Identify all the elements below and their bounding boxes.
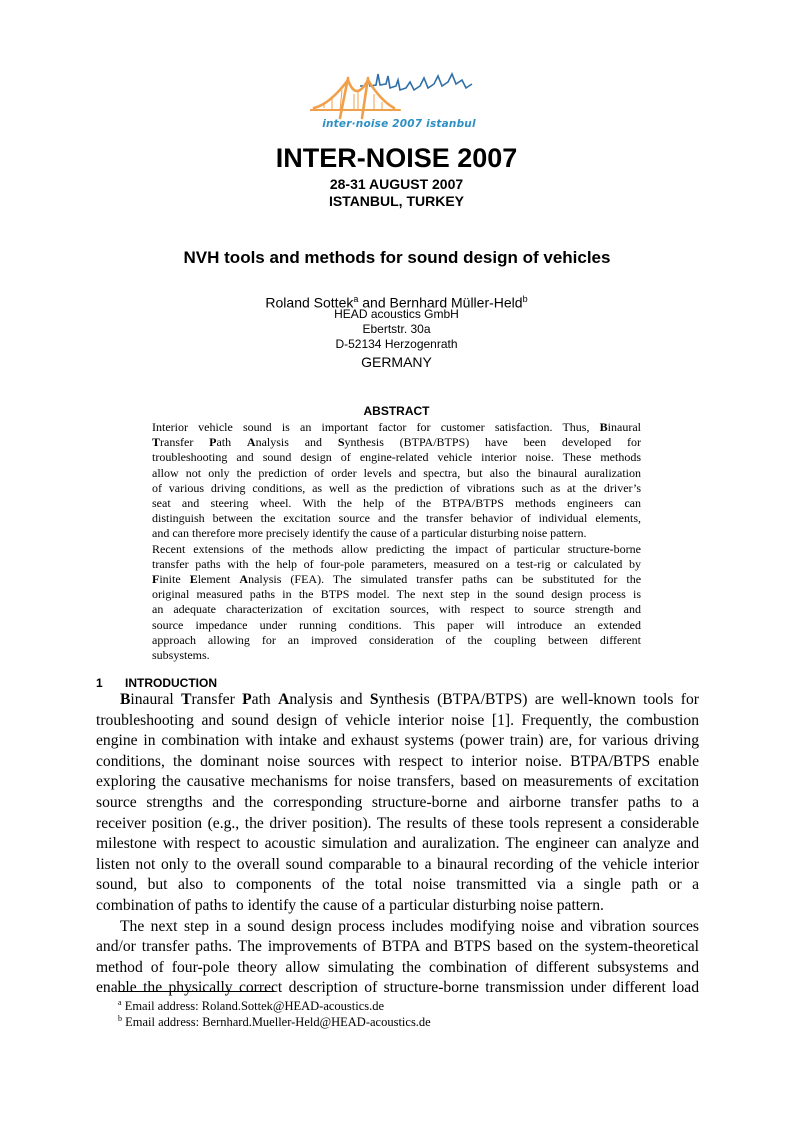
author-1: Roland Sottek xyxy=(265,294,354,311)
abstract-heading: ABSTRACT xyxy=(363,404,430,418)
body-line: combination of paths to identify the cause of a particular disturbing noise pattern. xyxy=(96,897,604,914)
paper-title: NVH tools and methods for sound design of vehicles xyxy=(183,248,611,267)
abstract-line: approach allowing for an improved consideration of the coupling between different xyxy=(152,632,641,647)
abstract-line: and can therefore more precisely identify the cause of a particular disturbing noise pattern. xyxy=(152,526,587,541)
conference-logo xyxy=(310,64,488,136)
section-title: INTRODUCTION xyxy=(125,676,217,690)
abstract-line: troubleshooting and sound design of engine-related vehicle interior noise. These methods xyxy=(152,450,641,465)
section-heading xyxy=(96,676,217,690)
bridge-logo-icon xyxy=(310,64,488,120)
affiliation-street: Ebertstr. 30a xyxy=(362,322,431,336)
footnote-b-mark: b xyxy=(118,1014,122,1023)
footnote-b xyxy=(118,1011,431,1030)
body-line: exploring the causative mechanisms for noise transfers, based on measurements of excitation xyxy=(96,773,699,791)
abstract-line: Interior vehicle sound is an important factor for customer satisfaction. Thus, Binaural xyxy=(152,420,641,434)
affiliation-name: HEAD acoustics GmbH xyxy=(334,307,459,321)
abstract-line: original measured paths in the BTPS model. The next step in the sound design process is xyxy=(152,587,641,602)
body-line: Binaural Transfer Path Analysis and Synthesis (BTPA/BTPS) are well-known tools for xyxy=(120,691,699,708)
conference-title: INTER-NOISE 2007 xyxy=(275,143,518,173)
author-2: Bernhard Müller-Held xyxy=(389,294,523,311)
body-line: receiver position (e.g., the driver position). The results of these tools represent a considerable xyxy=(96,814,699,832)
abstract-line: Finite Element Analysis (FEA). The simulated transfer paths can be substituted for the xyxy=(152,572,642,586)
author-1-mark: a xyxy=(353,294,359,304)
author-2-mark: b xyxy=(522,294,528,304)
footnote-a-mark: a xyxy=(118,998,122,1007)
body-line: The next step in a sound design process includes modifying noise and vibration sources xyxy=(120,917,699,935)
body-line: sound, but also to components of the total noise transmitted via a single path or a xyxy=(96,876,699,894)
body-line: troubleshooting and sound design of vehicle interior noise [1]. Frequently, the combustion xyxy=(96,711,699,729)
affiliation-country: GERMANY xyxy=(361,354,432,370)
conference-place: ISTANBUL, TURKEY xyxy=(328,193,465,209)
abstract-line: seat and steering wheel. With the help of the BTPA/BTPS methods engineers can xyxy=(152,496,641,510)
abstract-line: subsystems. xyxy=(152,648,210,662)
footnote-rule xyxy=(118,991,274,992)
affiliation-city: D-52134 Herzogenrath xyxy=(335,337,458,351)
body-line: engine in combination with intake and exhaust systems (power train) are, for various driving xyxy=(96,732,699,750)
section-number: 1 xyxy=(96,676,103,690)
abstract-line: distinguish between the excitation source and the transfer behavior of individual elements, xyxy=(152,511,641,526)
footnote-a-text: Email address: Roland.Sottek@HEAD-acoustics.de xyxy=(124,999,385,1014)
conference-date: 28-31 AUGUST 2007 xyxy=(329,176,464,192)
body-line: listen not only to the overall sound comparable to a binaural recording of the vehicle interior xyxy=(96,855,699,873)
footnote-b-text: Email address: Bernhard.Mueller-Held@HEAD-acoustics.de xyxy=(125,1015,431,1030)
body-line: method of four-pole theory allow simulating the combination of different subsystems and xyxy=(96,958,699,976)
abstract-line: transfer paths with the help of four-pole parameters, measured on a test-rig or calculated by xyxy=(152,556,641,571)
abstract-line: Transfer Path Analysis and Synthesis (BTPA/BTPS) have been developed for xyxy=(152,435,641,450)
body-line: enable the physically correct description of structure-borne transmission under different load xyxy=(96,979,699,997)
abstract-line: of various driving conditions, as well as the prediction of vibrations such as at the driver’s xyxy=(152,480,641,495)
author-separator: and xyxy=(358,294,390,311)
abstract-line: an adequate characterization of excitation sources, with respect to source strength and xyxy=(152,602,641,617)
abstract-line: Recent extensions of the methods allow predicting the impact of particular structure-borne xyxy=(152,541,641,556)
body-line: conditions, the dominant noise sources with respect to interior noise. BTPA/BTPS enable xyxy=(96,752,699,770)
logo-text: inter·noise 2007 istanbul xyxy=(322,118,476,130)
body-line: milestone with respect to acoustic simulation and auralization. The engineer can analyze and xyxy=(96,835,699,853)
body-line: and/or transfer paths. The improvements of BTPA and BTPS based on the system-theoretical xyxy=(96,938,699,956)
abstract-line: allow not only the prediction of order levels and spectra, but also the binaural auralization xyxy=(152,465,641,480)
abstract-line: source impedance under running conditions. This paper will introduce an extended xyxy=(152,617,641,632)
body-line: source strengths and the corresponding structure-borne and airborne transfer paths to a xyxy=(96,794,699,811)
